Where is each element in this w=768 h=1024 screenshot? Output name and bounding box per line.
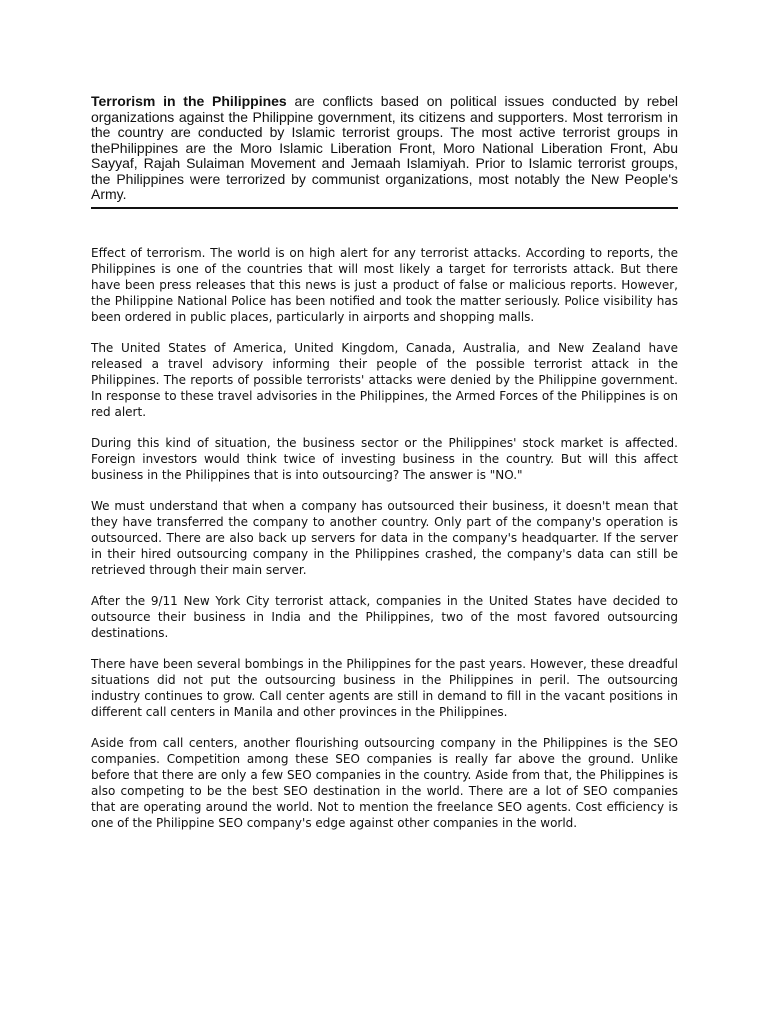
section-divider	[91, 207, 678, 209]
paragraph-after-911: After the 9/11 New York City terrorist attack, companies in the United States have decided to outsource their business in India and the Philippines, two of the most favored outsourcing destinations.	[91, 593, 678, 640]
intro-paragraph	[91, 94, 678, 203]
paragraph-seo-companies: Aside from call centers, another flourishing outsourcing company in the Philippines is the SEO companies. Competition among these SEO companies is really far above the ground. Unlike before that there are only a few SEO companies in the country. Aside from that, the Philippines is also competing to be the best SEO destination in the world. There are a lot of SEO companies that are operating around the world. Not to mention the freelance SEO agents. Cost efficiency is one of the Philippine SEO company's edge against other companies in the world.	[91, 735, 678, 830]
intro-lead-title: Terrorism in the Philippines	[91, 93, 287, 109]
paragraph-outsourcing-servers: We must understand that when a company has outsourced their business, it doesn't mean that they have transferred the company to another country. Only part of the company's operation is outsourced. There are also back up servers for data in the company's headquarter. If the server in their hired outsourcing company in the Philippines crashed, the company's data can still be retrieved through their main server.	[91, 498, 678, 577]
paragraph-bombings: There have been several bombings in the Philippines for the past years. However, these dreadful situations did not put the outsourcing business in the Philippines in peril. The outsourcing industry continues to grow. Call center agents are still in demand to fill in the vacant positions in different call centers in Manila and other provinces in the Philippines.	[91, 656, 678, 719]
paragraph-travel-advisory: The United States of America, United Kingdom, Canada, Australia, and New Zealand have released a travel advisory informing their people of the possible terrorist attack in the Philippines. The reports of possible terrorists' attacks were denied by the Philippine government. In response to these travel advisories in the Philippines, the Armed Forces of the Philippines is on red alert.	[91, 340, 678, 419]
paragraph-effect-of-terrorism: Effect of terrorism. The world is on high alert for any terrorist attacks. According to reports, the Philippines is one of the countries that will most likely a target for terrorists attack. But there have been press releases that this news is just a product of false or malicious reports. However, the Philippine National Police has been notified and took the matter seriously. Police visibility has been ordered in public places, particularly in airports and shopping malls.	[91, 245, 678, 324]
paragraph-stock-market: During this kind of situation, the business sector or the Philippines' stock market is affected. Foreign investors would think twice of investing business in the country. But will this affect business in the Philippines that is into outsourcing? The answer is "NO."	[91, 435, 678, 482]
document-page	[91, 94, 678, 831]
intro-text: are conflicts based on political issues conducted by rebel organizations against the Philippine government, its citizens and supporters. Most terrorism in the country are conducted by Islamic terrorist groups. The most active terrorist groups in thePhilippines are the Moro Islamic Liberation Front, Moro National Liberation Front, Abu Sayyaf, Rajah Sulaiman Movement and Jemaah Islamiyah. Prior to Islamic terrorist groups, the Philippines were terrorized by communist organizations, most notably the New People's Army.	[91, 93, 678, 202]
